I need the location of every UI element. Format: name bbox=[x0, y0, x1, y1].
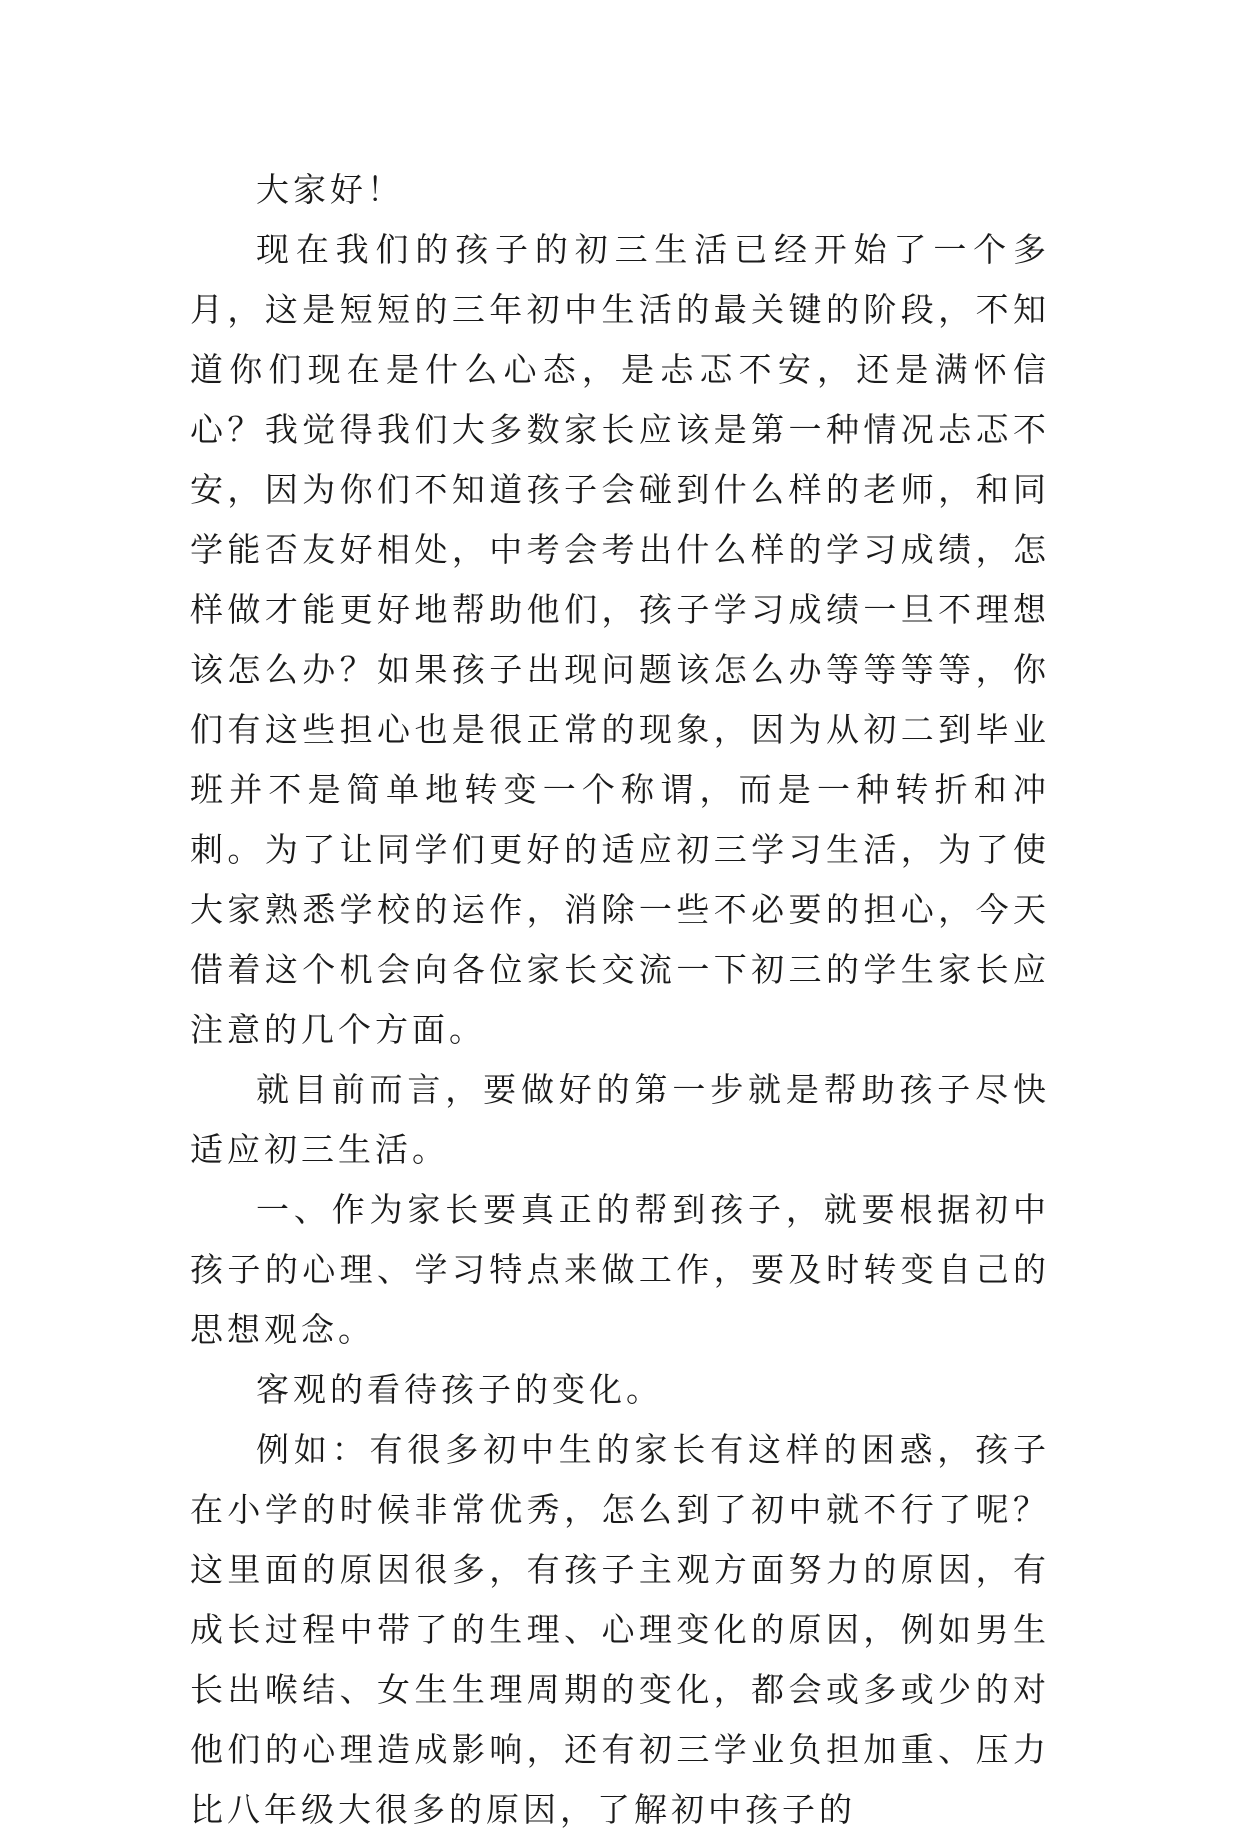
paragraph-subheading: 客观的看待孩子的变化。 bbox=[256, 1370, 663, 1409]
paragraph-first-step: 就目前而言，要做好的第一步就是帮助孩子尽快适应初三生活。 bbox=[190, 1070, 1050, 1169]
paragraph-intro: 现在我们的孩子的初三生活已经开始了一个多月，这是短短的三年初中生活的最关键的阶段，不知道你们现在是什么心态，是忐忑不安，还是满怀信心？我觉得我们大多数家长应该是第一种情况忐忑不安，因为你们不知道孩子会碰到什么样的老师，和同学能否友好相处，中考会考出什么样的学习成绩，怎样做才能更好地帮助他们，孩子学习成绩一旦不理想该怎么办？如果孩子出现问题该怎么办等等等等，你们有这些担心也是很正常的现象，因为从初二到毕业班并不是简单地转变一个称谓，而是一种转折和冲刺。为了让同学们更好的适应初三学习生活，为了使大家熟悉学校的运作，消除一些不必要的担心，今天借着这个机会向各位家长交流一下初三的学生家长应注意的几个方面。 bbox=[190, 230, 1050, 1049]
paragraph-section-one: 一、作为家长要真正的帮到孩子，就要根据初中孩子的心理、学习特点来做工作，要及时转变自己的思想观念。 bbox=[190, 1190, 1050, 1349]
document-body bbox=[190, 160, 1050, 1840]
paragraph-example: 例如：有很多初中生的家长有这样的困惑，孩子在小学的时候非常优秀，怎么到了初中就不行了呢？这里面的原因很多，有孩子主观方面努力的原因，有成长过程中带了的生理、心理变化的原因，例如男生长出喉结、女生生理周期的变化，都会或多或少的对他们的心理造成影响，还有初三学业负担加重、压力比八年级大很多的原因，了解初中孩子的 bbox=[190, 1430, 1050, 1829]
paragraph-greeting: 大家好！ bbox=[256, 170, 404, 209]
